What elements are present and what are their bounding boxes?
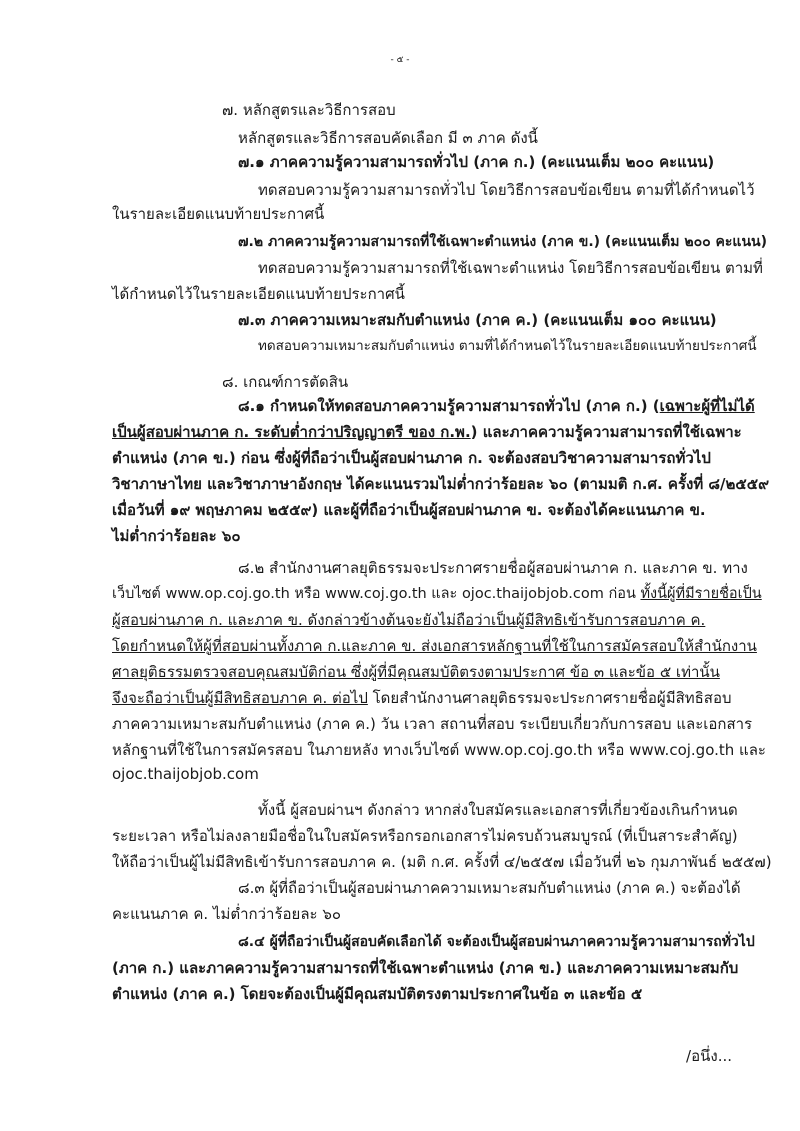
section-8-1-line: เมื่อวันที่ ๑๙ พฤษภาคม ๒๕๕๙) และผู้ที่ถือว่าเป็นผู้สอบผ่านภาค ข. จะต้องได้คะแนนภาค ข. (112, 501, 706, 519)
section-8-1-line (112, 422, 742, 442)
section-8-1-line: ตำแหน่ง (ภาค ข.) ก่อน ซึ่งผู้ที่ถือว่าเป็นผู้สอบผ่านภาค ก. จะต้องสอบวิชาความสามารถทั่วไป (112, 449, 711, 467)
section-8-1-text: ) และภาคความรู้ความสามารถที่ใช้เฉพาะ (470, 423, 742, 441)
section-8-2-line (112, 584, 762, 604)
section-8-2-line: ภาคความเหมาะสมกับตำแหน่ง (ภาค ค.) วัน เวลา สถานที่สอบ ระเบียบเกี่ยวกับการสอบ และเอกสาร (112, 715, 753, 733)
section-8-1-text: ๘.๑ กำหนดให้ทดสอบภาคความรู้ความสามารถทั่วไป (ภาค ก.) ( (238, 397, 660, 415)
section-7-1-line: ในรายละเอียดแนบท้ายประกาศนี้ (112, 205, 325, 223)
section-7-2-line: ได้กำหนดไว้ในรายละเอียดแนบท้ายประกาศนี้ (112, 285, 405, 303)
section-8-2-underlined: จึงจะถือว่าเป็นผู้มีสิทธิสอบภาค ค. ต่อไป (112, 689, 368, 707)
section-8-2-text: เว็บไซต์ www.op.coj.go.th หรือ www.coj.go.th และ ojoc.thaijobjob.com ก่อน (112, 586, 641, 602)
paragraph-line: ให้ถือว่าเป็นผู้ไม่มีสิทธิเข้ารับการสอบภาค ค. (มติ ก.ศ. ครั้งที่ ๔/๒๕๕๗ เมื่อวันที่ ๒๖ กุมภาพันธ์ ๒๕๕๗) (112, 853, 772, 871)
section-8-2-line: ojoc.thaijobjob.com (112, 765, 259, 783)
section-8-2-line (112, 688, 731, 708)
section-8-1-underlined: เป็นผู้สอบผ่านภาค ก. ระดับต่ำกว่าปริญญาตรี ของ ก.พ. (112, 423, 471, 441)
section-8-heading: ๘. เกณฑ์การตัดสิน (222, 373, 349, 391)
paragraph-line: ทั้งนี้ ผู้สอบผ่านฯ ดังกล่าว หากส่งใบสมัครและเอกสารที่เกี่ยวข้องเกินกำหนด (258, 801, 738, 819)
section-7-heading: ๗. หลักสูตรและวิธีการสอบ (222, 101, 396, 119)
continuation-marker: /อนึ่ง... (686, 1047, 732, 1065)
section-8-2-underlined: ทั้งนี้ผู้ที่มีรายชื่อเป็น (640, 586, 762, 602)
section-8-2-underlined-line: โดยกำหนดให้ผู้ที่สอบผ่านทั้งภาค ก.และภาค ข. ส่งเอกสารหลักฐานที่ใช้ในการสมัครสอบให้สำนักงาน (112, 637, 757, 655)
section-7-1-title: ๗.๑ ภาคความรู้ความสามารถทั่วไป (ภาค ก.) (คะแนนเต็ม ๒๐๐ คะแนน) (238, 153, 715, 171)
paragraph-line: ระยะเวลา หรือไม่ลงลายมือชื่อในใบสมัครหรือกรอกเอกสารไม่ครบถ้วนสมบูรณ์ (ที่เป็นสาระสำคัญ) (112, 827, 738, 845)
section-8-2-line: ๘.๒ สำนักงานศาลยุติธรรมจะประกาศรายชื่อผู้สอบผ่านภาค ก. และภาค ข. ทาง (238, 559, 748, 577)
section-7-3-line: ทดสอบความเหมาะสมกับตำแหน่ง ตามที่ได้กำหนดไว้ในรายละเอียดแนบท้ายประกาศนี้ (258, 338, 757, 354)
section-7-2-line: ทดสอบความรู้ความสามารถที่ใช้เฉพาะตำแหน่ง โดยวิธีการสอบข้อเขียน ตามที่ (258, 259, 763, 277)
page-number: - ๕ - (390, 55, 410, 65)
section-8-4-line: ๘.๔ ผู้ที่ถือว่าเป็นผู้สอบคัดเลือกได้ จะต้องเป็นผู้สอบผ่านภาคความรู้ความสามารถทั่วไป (238, 934, 755, 950)
section-7-1-line: ทดสอบความรู้ความสามารถทั่วไป โดยวิธีการสอบข้อเขียน ตามที่ได้กำหนดไว้ (258, 181, 755, 199)
section-8-3-line: คะแนนภาค ค. ไม่ต่ำกว่าร้อยละ ๖๐ (112, 905, 342, 923)
section-8-2-underlined-line: ผู้สอบผ่านภาค ก. และภาค ข. ดังกล่าวข้างต้นจะยังไม่ถือว่าเป็นผู้มีสิทธิเข้ารับการสอบภาค ค. (112, 611, 706, 629)
section-8-1-underlined: เฉพาะผู้ที่ไม่ได้ (659, 397, 755, 415)
section-7-3-title: ๗.๓ ภาคความเหมาะสมกับตำแหน่ง (ภาค ค.) (คะแนนเต็ม ๑๐๐ คะแนน) (238, 311, 717, 329)
section-8-2-text: โดยสำนักงานศาลยุติธรรมจะประกาศรายชื่อผู้มีสิทธิสอบ (367, 689, 732, 707)
section-8-4-line: ตำแหน่ง (ภาค ค.) โดยจะต้องเป็นผู้มีคุณสมบัติตรงตามประกาศในข้อ ๓ และข้อ ๕ (112, 985, 643, 1003)
section-8-2-line: หลักฐานที่ใช้ในการสมัครสอบ ในภายหลัง ทางเว็บไซต์ www.op.coj.go.th หรือ www.coj.go.th และ (112, 741, 766, 759)
section-8-1-line (238, 396, 755, 416)
section-8-4-line: (ภาค ก.) และภาคความรู้ความสามารถที่ใช้เฉพาะตำแหน่ง (ภาค ข.) และภาคความเหมาะสมกับ (112, 959, 739, 977)
section-8-3-line: ๘.๓ ผู้ที่ถือว่าเป็นผู้สอบผ่านภาคความเหมาะสมกับตำแหน่ง (ภาค ค.) จะต้องได้ (238, 879, 741, 897)
section-8-1-line: วิชาภาษาไทย และวิชาภาษาอังกฤษ ได้คะแนนรวมไม่ต่ำกว่าร้อยละ ๖๐ (ตามมติ ก.ศ. ครั้งที่ ๘/๒๕๕๙ (112, 475, 770, 493)
section-7-intro: หลักสูตรและวิธีการสอบคัดเลือก มี ๓ ภาค ดังนี้ (238, 129, 538, 147)
section-7-2-title: ๗.๒ ภาคความรู้ความสามารถที่ใช้เฉพาะตำแหน่ง (ภาค ข.) (คะแนนเต็ม ๒๐๐ คะแนน) (238, 234, 767, 250)
section-8-1-line: ไม่ต่ำกว่าร้อยละ ๖๐ (112, 527, 241, 545)
section-8-2-underlined-line: ศาลยุติธรรมตรวจสอบคุณสมบัติก่อน ซึ่งผู้ที่มีคุณสมบัติตรงตามประกาศ ข้อ ๓ และข้อ ๕ เท่านั้น (112, 663, 720, 681)
